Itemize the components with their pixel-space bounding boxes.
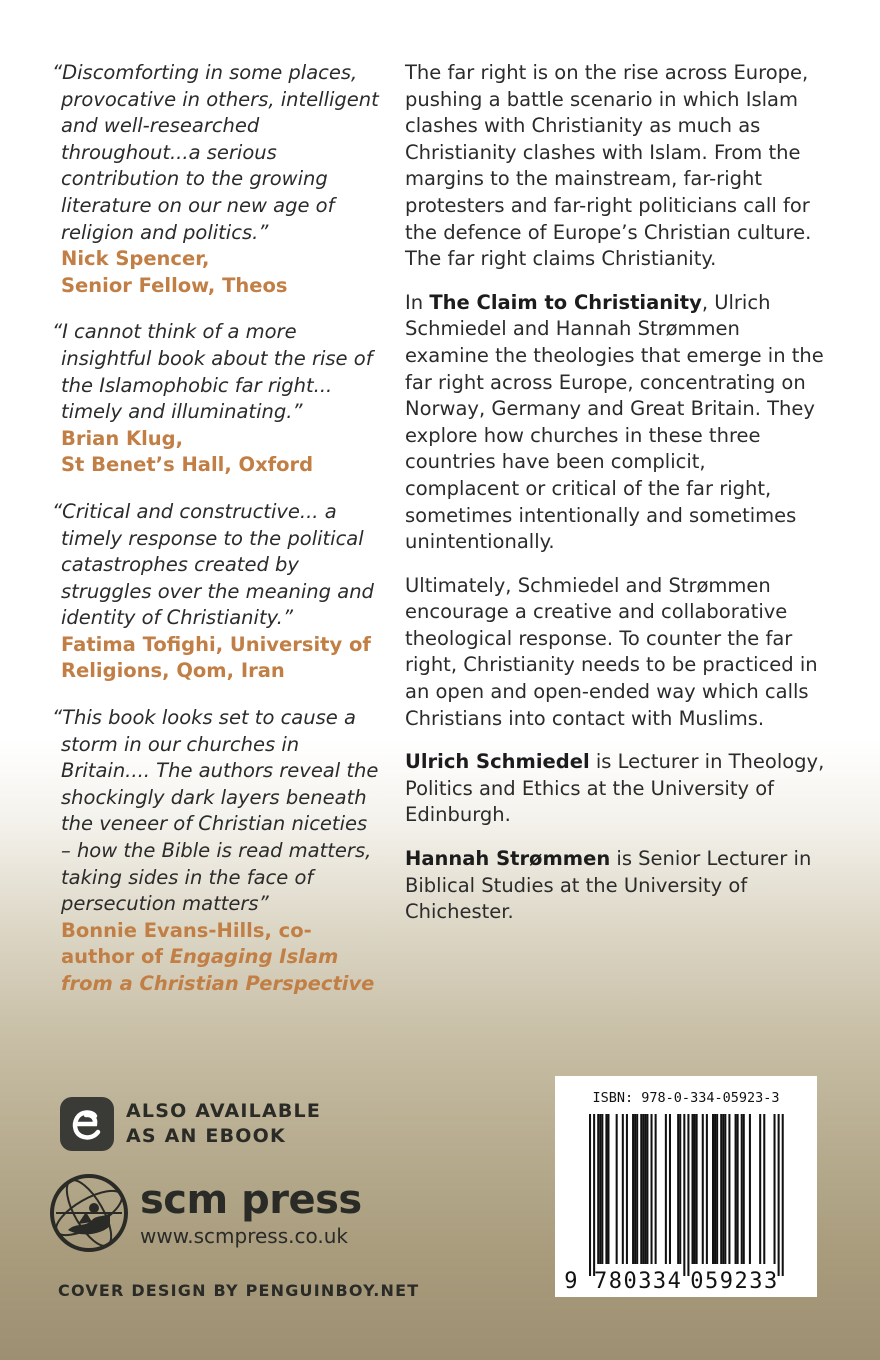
author-bio-text: is Lecturer in Theology, Politics and Ethics at the University of Edinburgh. — [405, 750, 825, 827]
attribution-affiliation: St Benet’s Hall, Oxford — [61, 453, 314, 477]
publisher-name: scm press — [140, 1177, 362, 1223]
attribution-name: Fatima Tofighi, University of — [61, 632, 371, 656]
barcode-bar — [634, 1114, 636, 1264]
barcode-bar — [743, 1114, 745, 1264]
barcode-bar — [741, 1114, 743, 1264]
barcode-bar — [622, 1114, 624, 1264]
barcode-bar — [616, 1114, 618, 1264]
barcode-bar — [642, 1114, 644, 1264]
book-title: The Claim to Christianity — [429, 290, 702, 314]
attribution-name: Nick Spencer, — [61, 247, 210, 271]
barcode-bar — [763, 1114, 765, 1264]
barcode-bar — [696, 1114, 698, 1264]
barcode-bar — [677, 1114, 679, 1264]
barcode-bar — [655, 1114, 657, 1264]
quote-text: “Critical and constructive... a timely response to the political catastrophes created by struggles over the meaning and identity of Christianity.” — [52, 499, 374, 630]
barcode-panel — [555, 1076, 817, 1297]
cover-credit: COVER DESIGN BY PENGUINBOY.NET — [58, 1281, 420, 1300]
attribution-affiliation: Religions, Qom, Iran — [61, 659, 285, 683]
barcode-bar — [722, 1114, 724, 1264]
publisher-text — [140, 1178, 362, 1248]
barcode-bar — [737, 1114, 739, 1264]
author-bio — [405, 749, 825, 829]
barcode-bar — [636, 1114, 638, 1264]
barcode-bar — [714, 1114, 716, 1264]
barcode-bar — [687, 1114, 689, 1276]
barcode-digits: 780334 — [593, 1269, 683, 1294]
barcode-bar — [774, 1114, 776, 1264]
publisher-url: www.scmpress.co.uk — [140, 1224, 348, 1248]
barcode-bar — [644, 1114, 646, 1264]
blurb-paragraph — [405, 290, 825, 556]
barcode-bar — [720, 1114, 722, 1264]
endorsement-quote — [52, 499, 382, 685]
blurb-paragraph: The far right is on the rise across Europe, pushing a battle scenario in which Islam clashes with Christianity as much as Christianity clashes with Islam. From the margins to the mainstream, far-right protesters and far-right politicians call for the defence of Europe’s Christian culture. The far right claims Christianity. — [405, 61, 812, 271]
blurb-paragraph: Ultimately, Schmiedel and Strømmen encourage a creative and collaborative theological response. To counter the far right, Christianity needs to be practiced in an open and open-ended way which calls Christians into contact with Muslims. — [405, 573, 818, 730]
attribution-name: Bonnie Evans-Hills, co-author of — [61, 918, 312, 969]
barcode-bar — [626, 1114, 628, 1264]
endorsements-column — [52, 60, 382, 1018]
attribution-name: Brian Klug, — [61, 426, 184, 450]
barcode-digits: 9 — [564, 1269, 579, 1294]
barcode-bar — [759, 1114, 761, 1264]
endorsement-quote — [52, 705, 382, 998]
quote-attribution — [52, 246, 382, 299]
barcode-bar — [694, 1114, 696, 1264]
e-letter-icon — [60, 1097, 114, 1151]
barcode-bar — [651, 1114, 653, 1264]
barcode-bar — [724, 1114, 726, 1264]
quote-text: “This book looks set to cause a storm in our churches in Britain.... The authors reveal the shockingly dark layers beneath the veneer of Christian niceties – how the Bible is read matters, taking sides in the face of persecution matters” — [52, 706, 379, 916]
ebook-notice — [60, 1097, 321, 1151]
publisher-block — [48, 1172, 362, 1254]
author-name: Ulrich Schmiedel — [405, 750, 590, 774]
barcode-bar — [749, 1114, 751, 1264]
barcode-bar — [728, 1114, 730, 1264]
barcode-bar — [601, 1114, 603, 1264]
isbn-label: ISBN: 978-0-334-05923-3 — [592, 1090, 780, 1106]
barcode-bar — [665, 1114, 667, 1264]
quote-attribution — [52, 918, 382, 998]
blurb-text: , Ulrich Schmiedel and Hannah Strømmen examine the theologies that emerge in the far right across Europe, concentrating on Norway, Germany and Great Britain. They explore how churches in these three countries have been complicit, complacent or critical of the far right, sometimes intentionally and sometimes unintentionally. — [405, 290, 824, 554]
barcode-bar — [702, 1114, 704, 1264]
quote-text: “Discomforting in some places, provocative in others, intelligent and well-researched throughout...a serious contribution to the growing literature on our new age of religion and politics.” — [52, 61, 379, 244]
barcode-bar — [646, 1114, 648, 1264]
endorsement-quote — [52, 319, 382, 479]
barcode-bar — [605, 1114, 607, 1264]
attribution-book-title: Engaging Islam from a Christian Perspective — [61, 945, 375, 995]
barcode-bar — [640, 1114, 642, 1264]
quote-attribution — [52, 426, 382, 479]
barcode-bar — [706, 1114, 708, 1264]
barcode-bar — [607, 1114, 609, 1264]
author-bio — [405, 846, 825, 926]
barcode-bar — [599, 1114, 601, 1264]
barcode-bar — [683, 1114, 685, 1276]
globe-logo-icon — [48, 1172, 130, 1254]
quote-attribution — [52, 632, 382, 685]
barcode — [555, 1076, 817, 1297]
barcode-bar — [679, 1114, 681, 1264]
blurb-column — [405, 60, 825, 943]
barcode-bar — [632, 1114, 634, 1264]
endorsement-quote — [52, 60, 382, 299]
barcode-bar — [735, 1114, 737, 1264]
author-bio-text: is Senior Lecturer in Biblical Studies at the University of Chichester. — [405, 847, 812, 924]
quote-text: “I cannot think of a more insightful book about the rise of the Islamophobic far right... timely and illuminating.” — [52, 320, 373, 424]
barcode-bar — [589, 1114, 591, 1276]
ebook-line: ALSO AVAILABLE — [126, 1100, 322, 1122]
author-name: Hannah Strømmen — [405, 847, 611, 871]
barcode-bar — [716, 1114, 718, 1264]
attribution-affiliation: Senior Fellow, Theos — [61, 273, 288, 297]
barcode-bar — [692, 1114, 694, 1264]
barcode-bar — [782, 1114, 784, 1276]
barcode-bar — [778, 1114, 780, 1276]
barcode-bar — [669, 1114, 671, 1264]
barcode-digits: 059233 — [690, 1269, 779, 1294]
barcode-bar — [597, 1114, 599, 1264]
barcode-bar — [712, 1114, 714, 1264]
barcode-bar — [593, 1114, 595, 1276]
ebook-text — [126, 1099, 321, 1149]
blurb-text: In — [405, 290, 430, 314]
ebook-line: AS AN EBOOK — [126, 1125, 286, 1147]
